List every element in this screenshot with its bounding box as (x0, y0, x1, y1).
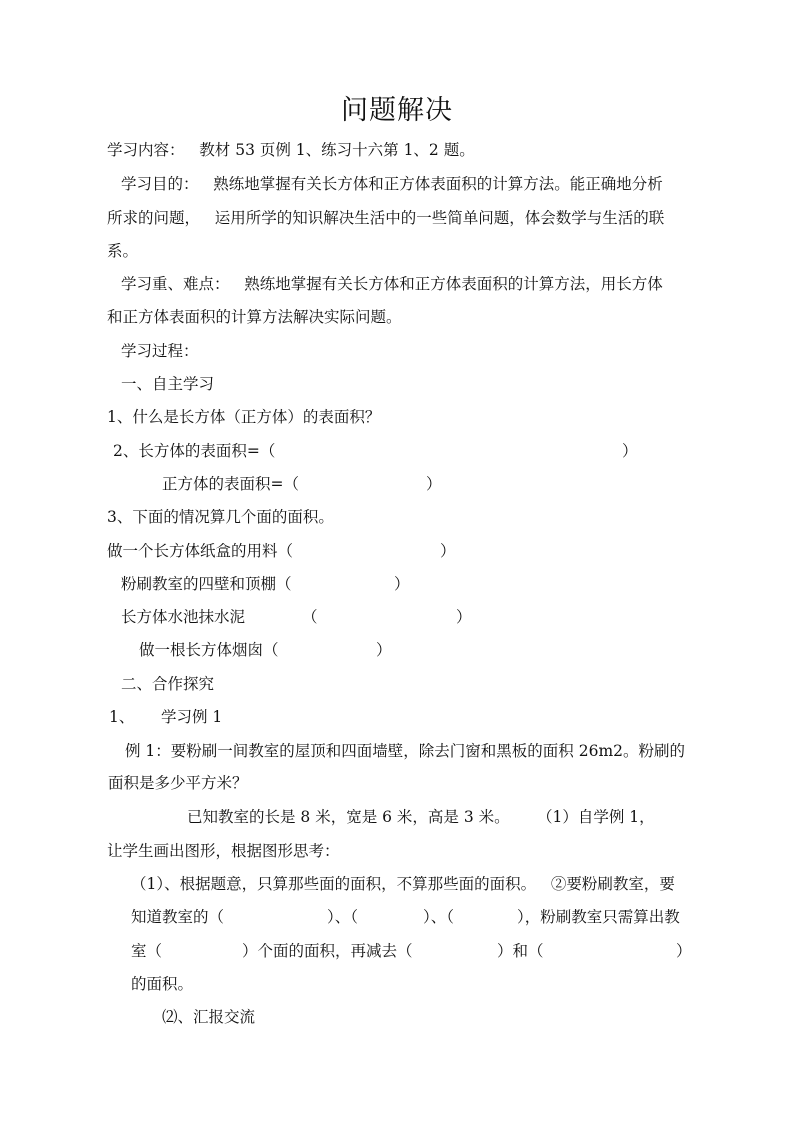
think-line-2a: 知道教室的（ (131, 908, 225, 926)
section-self-study: 一、自主学习 (121, 375, 215, 393)
key-points-line-1: 学习重、难点： 熟练地掌握有关长方体和正方体表面积的计算方法，用长方体 (121, 275, 663, 293)
key-points-line-2: 和正方体表面积的计算方法解决实际问题。 (107, 308, 402, 326)
think-line-1: （1）、根据题意，只算那些面的面积，不算那些面的面积。 ②要粉刷教室，要 (131, 875, 675, 893)
item-chimney-label: 做一根长方体烟囱（ (139, 641, 279, 659)
think-line-2c: ）、（ (423, 908, 455, 926)
think-line-4: 的面积。 (131, 975, 194, 993)
study-goal-line-2: 所求的问题， 运用所学的知识解决生活中的一些简单问题，体会数学与生活的联 (107, 209, 665, 227)
question-3: 3、下面的情况算几个面的面积。 (107, 508, 334, 526)
page-title: 问题解决 (341, 95, 453, 126)
study-content: 学习内容： 教材 53 页例 1、练习十六第 1、2 题。 (107, 141, 475, 159)
example-1-given: 已知教室的长是 8 米，宽是 6 米，高是 3 米。 (187, 808, 510, 826)
example-1-line-1: 例 1：要粉刷一间教室的屋顶和四面墙壁，除去门窗和黑板的面积 26m2。粉刷的 (125, 742, 686, 760)
think-line-2d: ），粉刷教室只需算出教 (517, 908, 680, 926)
question-2-cube-close: ） (426, 475, 442, 493)
question-2-cube-label: 正方体的表面积=（ (162, 475, 299, 493)
think-line-3c: ）和（ (497, 942, 544, 960)
study-process-label: 学习过程： (121, 342, 199, 360)
study-goal-line-3: 系。 (107, 242, 139, 260)
item-paint-room-close: ） (394, 575, 410, 593)
example-1-line-2: 面积是多少平方米？ (108, 774, 248, 792)
section-cooperation: 二、合作探究 (121, 675, 215, 693)
think-line-3a: 室（ (131, 942, 163, 960)
question-1: 1、什么是长方体（正方体）的表面积？ (107, 408, 381, 426)
item-pool-label: 长方体水池抹水泥 (121, 608, 246, 626)
think-line-2b: ）、（ (327, 908, 359, 926)
study-example-label: 学习例 1 (161, 708, 223, 726)
question-2-cuboid-label: 2、长方体的表面积=（ (113, 442, 276, 460)
item-paper-box-label: 做一个长方体纸盒的用料（ (107, 542, 294, 560)
item-paint-room-label: 粉刷教室的四壁和顶棚（ (121, 575, 292, 593)
example-1-draw: 让学生画出图形，根据图形思考： (107, 842, 340, 860)
think-line-3b: ）个面的面积，再减去（ (242, 942, 413, 960)
item-paper-box-close: ） (440, 542, 456, 560)
report-exchange: ⑵、汇报交流 (162, 1008, 256, 1026)
study-goal-line-1: 学习目的： 熟练地掌握有关长方体和正方体表面积的计算方法。能正确地分析 (121, 175, 663, 193)
question-2-cuboid-close: ） (622, 442, 638, 460)
item-pool-open: （ (302, 608, 318, 626)
example-1-self-study: （1）自学例 1， (537, 808, 655, 826)
item-pool-close: ） (456, 608, 472, 626)
study-example-number: 1、 (109, 708, 135, 726)
think-line-3d: ） (676, 942, 692, 960)
item-chimney-close: ） (376, 641, 392, 659)
